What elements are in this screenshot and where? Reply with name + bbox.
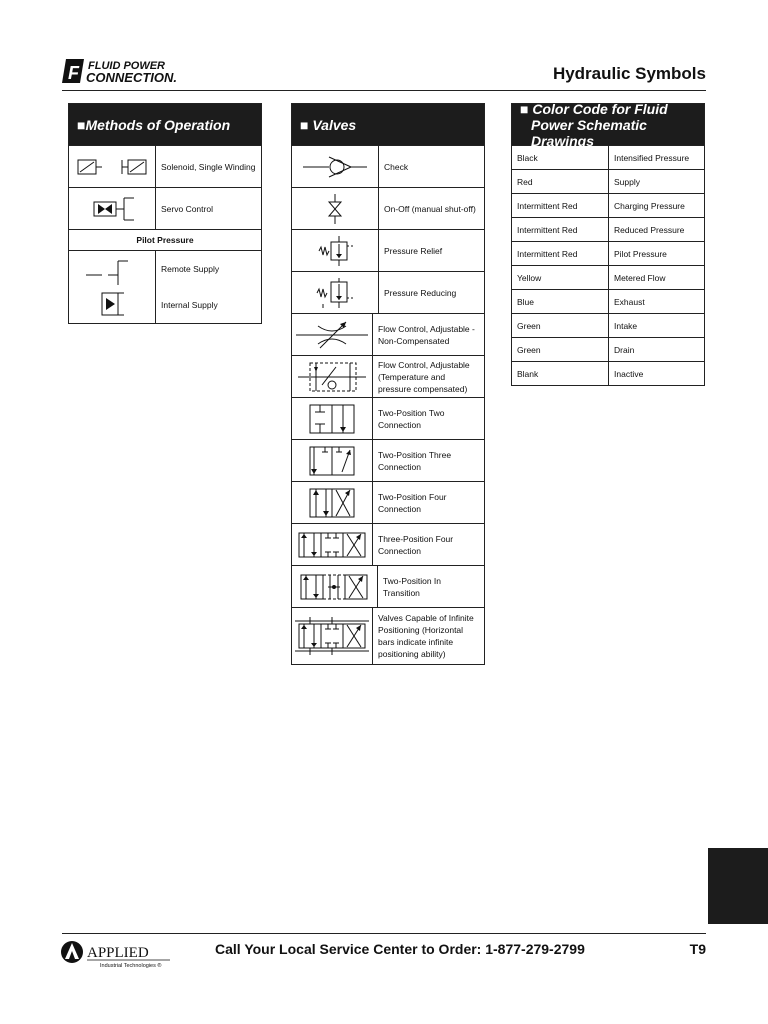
svg-text:CONNECTION.: CONNECTION. xyxy=(86,70,177,85)
table-row xyxy=(512,266,704,290)
pressure-relief-icon xyxy=(292,230,379,271)
color-cell: Intermittent Red xyxy=(512,194,609,218)
color-cell: Blank xyxy=(512,362,609,386)
color-code-heading-line1: ■ Color Code for Fluid xyxy=(520,100,668,117)
color-code-panel xyxy=(511,100,705,386)
color-cell: Green xyxy=(512,338,609,362)
meaning-cell: Charging Pressure xyxy=(609,194,705,218)
meaning-cell: Pilot Pressure xyxy=(609,242,705,266)
meaning-cell: Exhaust xyxy=(609,290,705,314)
color-cell: Green xyxy=(512,314,609,338)
valve-row-label: Flow Control, Adjustable (Temperature and pressure compensated) xyxy=(378,359,470,394)
valve-row-label: Two-Position Three Connection xyxy=(378,449,452,472)
color-code-heading-line2: Power Schematic Drawings xyxy=(531,116,647,149)
pilot-pressure-group xyxy=(69,250,261,323)
two-position-four-connection-icon xyxy=(292,482,373,523)
color-code-heading xyxy=(512,100,704,149)
color-cell: Blue xyxy=(512,290,609,314)
on-off-valve-icon xyxy=(292,188,379,229)
valve-row-infinite-positioning xyxy=(292,607,484,664)
header-divider xyxy=(62,90,706,91)
pilot-pressure-heading: Pilot Pressure xyxy=(69,229,261,250)
valve-row-label: Flow Control, Adjustable - Non-Compensated xyxy=(378,323,475,346)
valve-row-pressure-relief xyxy=(292,229,484,271)
section-tab xyxy=(708,848,768,924)
valve-row-label: Two-Position Four Connection xyxy=(378,491,447,514)
color-cell: Intermittent Red xyxy=(512,218,609,242)
valve-row-label: On-Off (manual shut-off) xyxy=(384,203,476,214)
table-row xyxy=(512,290,704,314)
valve-row-two-position-transition xyxy=(292,565,484,607)
servo-icon xyxy=(69,188,156,229)
meaning-cell: Inactive xyxy=(609,362,705,386)
color-cell: Yellow xyxy=(512,266,609,290)
meaning-cell: Reduced Pressure xyxy=(609,218,705,242)
table-row xyxy=(512,362,704,386)
remote-supply-icon xyxy=(72,253,152,287)
valve-row-label: Valves Capable of Infinite Positioning (Horizontal bars indicate infinite positioning ability) xyxy=(378,613,474,659)
meaning-cell: Drain xyxy=(609,338,705,362)
valve-row-label: Two-Position In Transition xyxy=(382,575,442,598)
valves-panel xyxy=(291,103,485,665)
solenoid-icon xyxy=(69,146,156,187)
three-position-four-connection-icon xyxy=(292,524,373,565)
methods-row-label: Servo Control xyxy=(161,203,213,214)
valve-row-check xyxy=(292,145,484,187)
valve-row-label: Three-Position Four Connection xyxy=(378,533,454,556)
table-row xyxy=(512,170,704,194)
meaning-cell: Intensified Pressure xyxy=(609,146,705,170)
color-cell: Black xyxy=(512,146,609,170)
valve-row-two-position-two xyxy=(292,397,484,439)
svg-text:F: F xyxy=(68,63,79,83)
two-position-three-connection-icon xyxy=(292,440,373,481)
valve-row-two-position-four xyxy=(292,481,484,523)
color-code-table xyxy=(512,145,704,385)
meaning-cell: Supply xyxy=(609,170,705,194)
table-row xyxy=(512,146,704,170)
valve-row-two-position-three xyxy=(292,439,484,481)
check-valve-icon xyxy=(292,146,379,187)
meaning-cell: Metered Flow xyxy=(609,266,705,290)
table-row xyxy=(512,242,704,266)
page-number: T9 xyxy=(689,941,706,957)
svg-text:Industrial Technologies ®: Industrial Technologies ® xyxy=(100,963,162,969)
color-cell: Intermittent Red xyxy=(512,242,609,266)
color-cell: Red xyxy=(512,170,609,194)
applied-logo xyxy=(60,936,180,970)
footer-call-to-order: Call Your Local Service Center to Order: 1-877-279-2799 xyxy=(215,941,585,957)
svg-text:FLUID POWER: FLUID POWER xyxy=(88,60,165,72)
flow-control-icon xyxy=(292,314,373,355)
internal-supply-icon xyxy=(72,287,152,321)
pressure-reducing-icon xyxy=(292,272,379,313)
pilot-pressure-symbols xyxy=(69,251,156,323)
table-row xyxy=(512,314,704,338)
valve-row-label: Pressure Reducing xyxy=(384,287,457,298)
methods-of-operation-panel xyxy=(68,103,262,324)
meaning-cell: Intake xyxy=(609,314,705,338)
methods-row-servo xyxy=(69,187,261,229)
table-row xyxy=(512,338,704,362)
valve-row-label: Pressure Relief xyxy=(384,245,443,256)
infinite-positioning-icon xyxy=(292,608,373,664)
table-row xyxy=(512,218,704,242)
valve-row-three-position-four xyxy=(292,523,484,565)
table-row xyxy=(512,194,704,218)
valve-row-label: Check xyxy=(384,161,409,172)
valve-row-on-off xyxy=(292,187,484,229)
internal-supply-label: Internal Supply xyxy=(161,300,218,310)
footer-divider xyxy=(62,933,706,934)
two-position-two-connection-icon xyxy=(292,398,373,439)
svg-text:APPLIED: APPLIED xyxy=(87,945,149,961)
fluid-power-connection-logo xyxy=(62,55,202,87)
flow-control-compensated-icon xyxy=(292,356,373,397)
methods-row-solenoid xyxy=(69,145,261,187)
methods-row-label: Solenoid, Single Winding xyxy=(161,161,256,172)
valve-row-pressure-reducing xyxy=(292,271,484,313)
valve-row-flow-control-compensated xyxy=(292,355,484,397)
valve-row-label: Two-Position Two Connection xyxy=(378,407,445,430)
remote-supply-label: Remote Supply xyxy=(161,264,220,274)
methods-heading: ■Methods of Operation xyxy=(69,104,261,145)
valve-row-flow-control xyxy=(292,313,484,355)
valves-heading: ■ Valves xyxy=(292,104,484,145)
two-position-transition-icon xyxy=(292,566,378,607)
page-title: Hydraulic Symbols xyxy=(552,64,706,83)
